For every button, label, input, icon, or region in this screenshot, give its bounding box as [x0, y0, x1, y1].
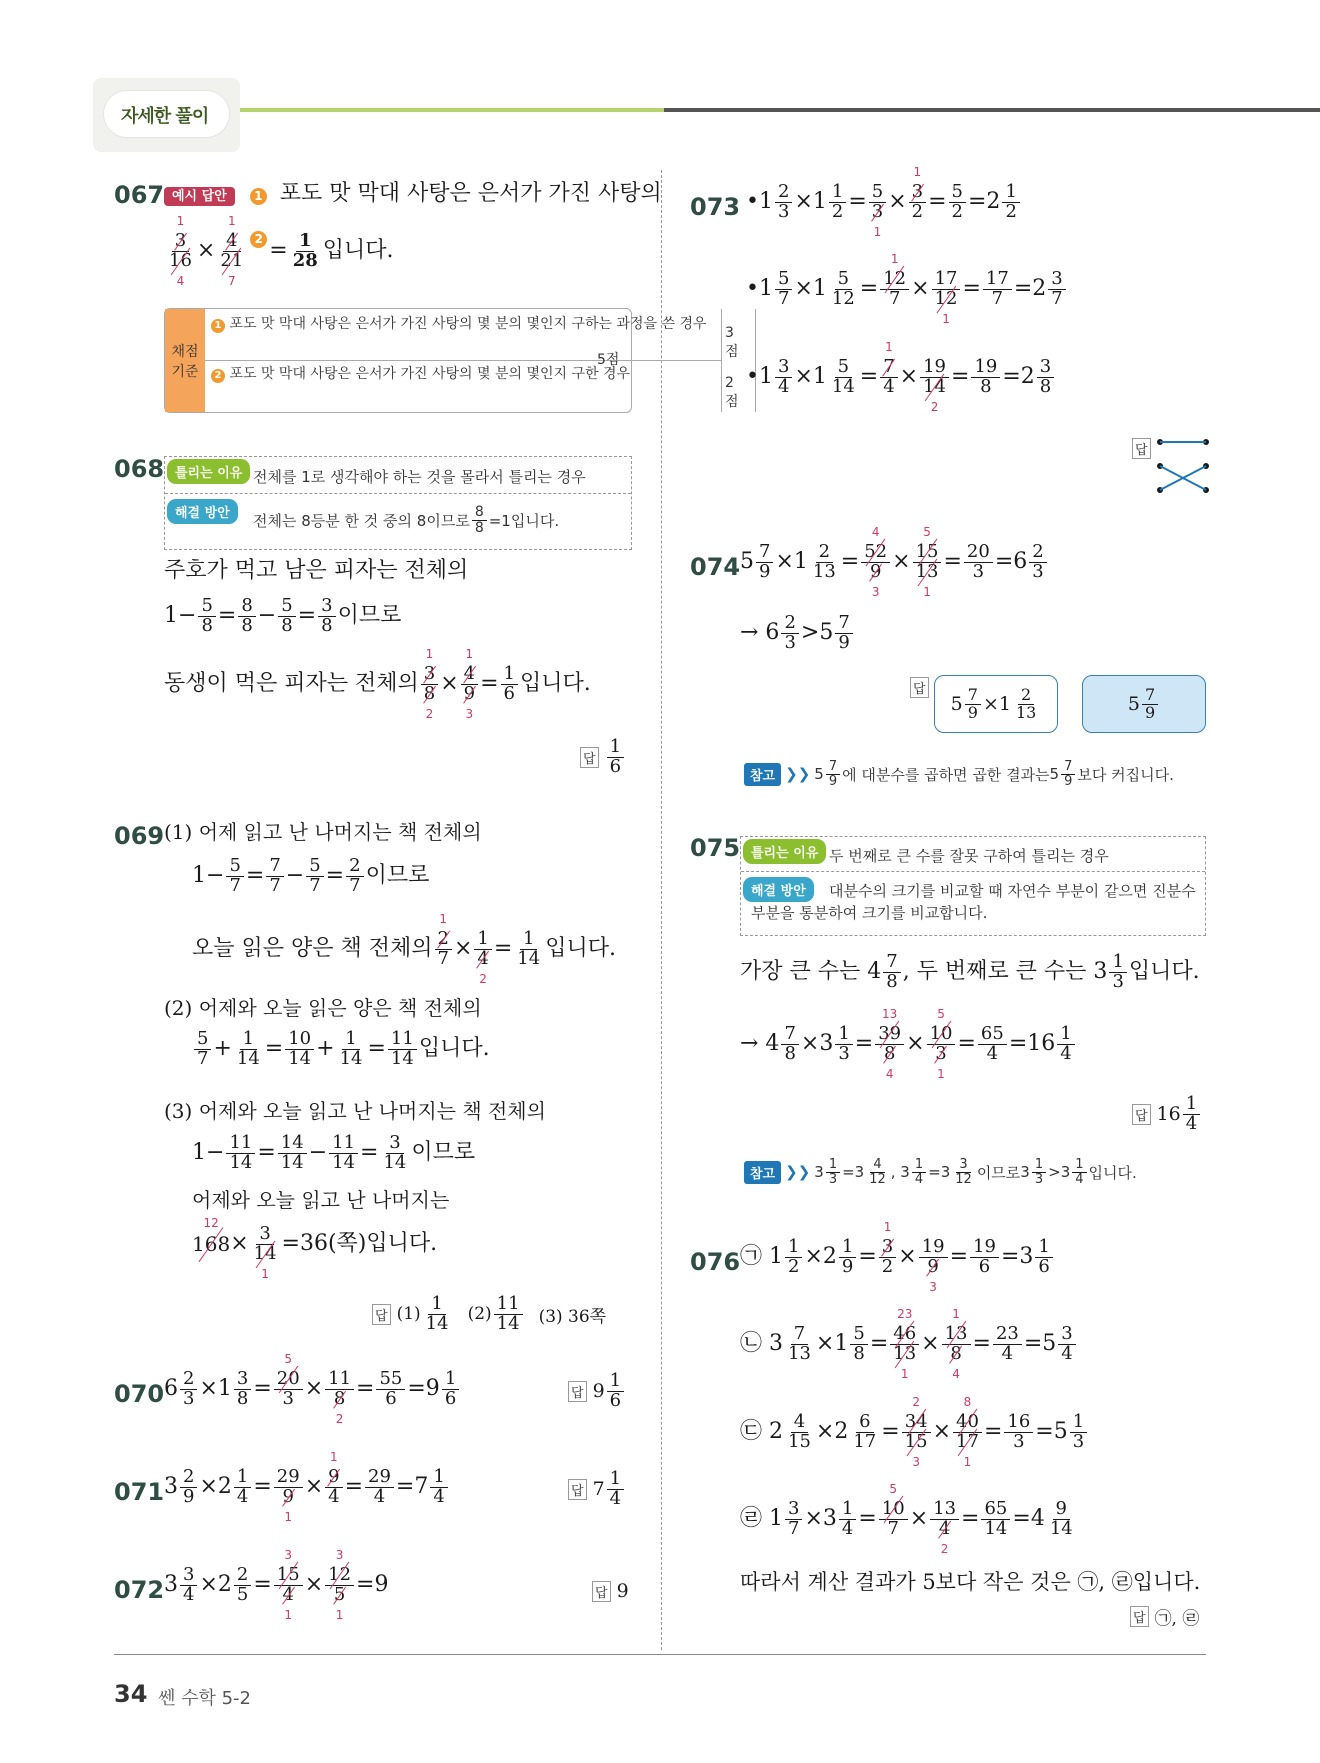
p074-chamgo: 참고 ❯❯ 5 7 9 에 대분수를 곱하면 곱한 결과는 5 7 9 보다 커집니다. [744, 760, 1174, 788]
answer: 답 9 1 6 [568, 1372, 626, 1411]
p067-text: 포도 맛 막대 사탕은 은서가 가진 사탕의 [279, 181, 662, 206]
p073-eq2: •1 5 7 ×1 5 12 = 12 1 7 × 17 12 1 = 17 7 =2 3 7 [746, 270, 1068, 309]
header-logo [93, 78, 240, 152]
p072-equation: 3 3 4 ×2 2 5 = 15 3 4 1 × 12 3 5 1 =9 [164, 1548, 389, 1623]
solution-tag: 해결 방안 [743, 877, 814, 902]
p068-equation1: 1− 5 8 = 8 8 − 5 8 = 3 8 이므로 [164, 595, 402, 636]
solution-text: 대분수의 크기를 비교할 때 자연수 부분이 같으면 진분수 부분을 통분하여 크기를 비교합니다. [751, 882, 1196, 922]
p076-eq1: ㉠ 1 1 2 ×2 1 9 = 3 1 2 × 19 9 3 = 19 6 =3 1 6 [740, 1238, 1055, 1277]
grading-total: 5점 [597, 352, 620, 368]
problem-number: 067 [114, 181, 165, 209]
p069-q1-eq: 1− 5 7 = 7 7 − 5 7 = 2 7 이므로 [192, 855, 430, 896]
p069-q3-eq2: 168 12 × 3 14 1 =36(쪽)입니다. [192, 1216, 438, 1282]
problem-number: 075 [690, 834, 741, 862]
wrong-reason-text: 전체를 1로 생각해야 하는 것을 몰라서 틀리는 경우 [253, 468, 586, 486]
p068-equation2: 동생이 먹은 피자는 전체의 3 1 8 2 × 4 1 9 3 = 1 6 입니다. [164, 647, 591, 722]
p071-equation: 3 2 9 ×2 1 4 = 29 9 1 × 9 1 4 = 29 4 =7 1 4 [164, 1468, 450, 1507]
wrong-reason-text: 두 번째로 큰 수를 잘못 구하여 틀리는 경우 [829, 847, 1109, 865]
p069-q2: (2) 어제와 오늘 읽은 양은 책 전체의 [164, 996, 482, 1020]
p074-eq1: 5 7 9 ×1 2 13 = 52 4 9 3 × 15 5 13 1 = 20 3 =6 2 3 [740, 543, 1049, 582]
reference-tag: 참고 [744, 1161, 781, 1184]
column-divider [661, 170, 662, 1650]
problem-number: 068 [114, 455, 165, 483]
option-card-selected: 5 7 9 [1082, 675, 1206, 733]
p069-q3-line2: 어제와 오늘 읽고 난 나머지는 [192, 1188, 450, 1212]
step-marker: 1 [250, 188, 267, 205]
example-answer-badge: 예시 답안 [164, 187, 235, 206]
problem-number: 074 [690, 553, 741, 581]
problem-number: 072 [114, 1576, 165, 1604]
answer: 답 (1) 1 14 (2) 11 14 (3) 36쪽 [372, 1295, 606, 1334]
tip-box [740, 836, 1206, 936]
grading-row2-score: 2점 [725, 375, 739, 410]
p069-q3-eq: 1− 11 14 = 14 14 − 11 14 = 3 14 이므로 [192, 1132, 476, 1173]
page-number: 34 [114, 1680, 148, 1708]
answer: 답 [1132, 436, 1212, 496]
p076-eq3: ㉢ 2 4 15 ×2 6 17 = 34 2 15 3 × 40 8 17 1 = 16 3 =5 1 3 [740, 1413, 1089, 1452]
p076-eq2: ㉡ 3 7 13 ×1 5 8 = 46 23 13 1 × 13 1 8 4 = 23 4 =5 3 4 [740, 1325, 1078, 1364]
p075-chamgo: 참고 ❯❯ 3 1 3 =3 4 12 , 3 1 4 =3 3 12 이므로 3 1 3 >3 1 4 입니다. [744, 1158, 1137, 1186]
grading-row2-text: 2 포도 맛 막대 사탕은 은서가 가진 사탕의 몇 분의 몇인지 구한 경우 [211, 364, 719, 385]
p067-line1 [164, 183, 662, 206]
header-logo-text: 자세한 풀이 [121, 106, 209, 127]
p069-q1: (1) 어제 읽고 난 나머지는 책 전체의 [164, 820, 482, 844]
grading-row1-score: 3점 [725, 325, 739, 360]
solution-text: 전체는 8등분 한 것 중의 8이므로 $\frac{8}{8}$ =1입니다. [253, 504, 560, 536]
step-marker: 2 [250, 231, 267, 248]
wrong-reason-tag: 틀리는 이유 [167, 459, 250, 484]
problem-number: 069 [114, 822, 165, 850]
matching-lines [1154, 436, 1212, 494]
answer: 답 7 1 4 [568, 1470, 626, 1509]
p068-line1: 주호가 먹고 남은 피자는 전체의 [164, 558, 469, 583]
grading-table [164, 308, 739, 413]
p069-q2-eq: 5 7 + 1 14 = 10 14 + 1 14 = 11 14 입니다. [192, 1030, 490, 1069]
answer: 답 ㉠, ㉣ [1130, 1604, 1199, 1629]
wrong-reason-tag: 틀리는 이유 [743, 839, 826, 864]
problem-number: 076 [690, 1248, 741, 1276]
p076-eq4: ㉣ 1 3 7 ×3 1 4 = 10 5 7 × 13 4 2 = 65 14 =4 9 14 [740, 1482, 1073, 1557]
p069-q3: (3) 어제와 오늘 읽고 난 나머지는 책 전체의 [164, 1099, 546, 1123]
p073-eq3: •1 3 4 ×1 5 14 = 7 1 4 × 19 14 2 = 19 8 =2 3 8 [746, 358, 1056, 397]
p073-eq1: •1 2 3 ×1 1 2 = 5 3 1 × 3 1 2 = 5 2 =2 1 2 [746, 183, 1022, 222]
p076-conclusion: 따라서 계산 결과가 5보다 작은 것은 ㉠, ㉣입니다. [740, 1570, 1201, 1594]
grading-row1-text: 1 포도 맛 막대 사탕은 은서가 가진 사탕의 몇 분의 몇인지 구하는 과정을 쓴 경우 [211, 314, 719, 335]
p075-eq: → 4 7 8 ×3 1 3 = 39 13 8 4 × 10 5 3 1 = 65 4 =16 1 4 [740, 1025, 1077, 1064]
answer: 답 1 6 [580, 738, 626, 777]
answer: 답 5 7 9 ×1 2 13 5 7 9 [910, 675, 1210, 735]
solution-tag: 해결 방안 [167, 499, 238, 524]
p074-eq2: → 6 2 3 >5 7 9 [740, 614, 855, 653]
option-card: 5 7 9 ×1 2 13 [934, 675, 1058, 733]
problem-number: 073 [690, 193, 741, 221]
problem-number: 070 [114, 1380, 165, 1408]
grading-label: 채점 기준 [165, 309, 205, 412]
p070-equation: 6 2 3 ×1 3 8 = 20 5 3 × 11 8 2 = 55 6 =9 1 6 [164, 1370, 461, 1409]
p069-q1-eq2: 오늘 읽은 양은 책 전체의 2 1 7 × 1 4 2 = 1 14 입니다. [192, 912, 616, 987]
header-rule-light [240, 108, 664, 112]
problem-number: 071 [114, 1478, 165, 1506]
header-rule-dark [664, 108, 1320, 112]
book-title: 쎈 수학 5-2 [158, 1688, 252, 1709]
tip-box [164, 456, 632, 550]
answer: 답 9 [592, 1580, 629, 1602]
answer: 답 16 1 4 [1132, 1095, 1202, 1134]
reference-tag: 참고 [744, 763, 781, 786]
p067-suffix: 입니다. [322, 238, 394, 264]
footer-rule [114, 1654, 1206, 1655]
p067-equation: 3 1 16 4 × 4 1 21 7 2 = 1 28 입니다. [164, 232, 394, 271]
p075-line1: 가장 큰 수는 4 7 8 , 두 번째로 큰 수는 3 1 3 입니다. [740, 951, 1200, 992]
